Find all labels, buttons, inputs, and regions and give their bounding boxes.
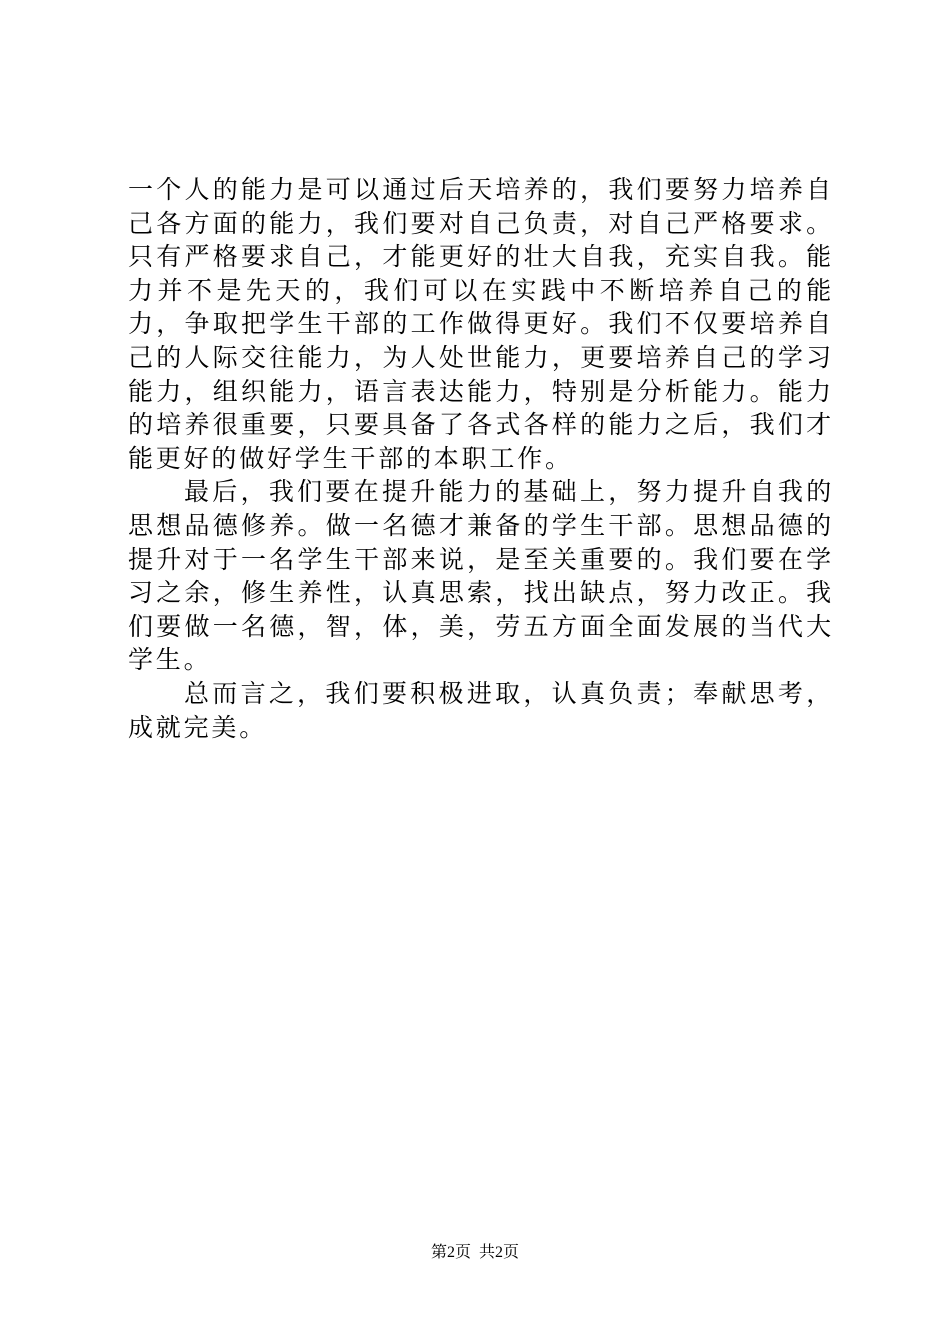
- document-body: [128, 173, 834, 744]
- page-number: 第2页: [430, 1244, 471, 1261]
- page-footer: [0, 1243, 950, 1263]
- paragraph-conclusion: 总而言之，我们要积极进取，认真负责；奉献思考，成就完美。: [128, 678, 834, 742]
- page-total: 共2页: [479, 1244, 520, 1261]
- paragraph-ability: 一个人的能力是可以通过后天培养的，我们要努力培养自己各方面的能力，我们要对自己负责，对自己严格要求。只有严格要求自己，才能更好的壮大自我，充实自我。能力并不是先天的，我们可以在实践中不断培养自己的能力，争取把学生干部的工作做得更好。我们不仅要培养自己的人际交往能力，为人处世能力，更要培养自己的学习能力，组织能力，语言表达能力，特别是分析能力。能力的培养很重要，只要具备了各式各样的能力之后，我们才能更好的做好学生干部的本职工作。: [128, 175, 834, 473]
- paragraph-morality: 最后，我们要在提升能力的基础上，努力提升自我的思想品德修养。做一名德才兼备的学生干部。思想品德的提升对于一名学生干部来说，是至关重要的。我们要在学习之余，修生养性，认真思索，找出缺点，努力改正。我们要做一名德，智，体，美，劳五方面全面发展的当代大学生。: [128, 477, 834, 675]
